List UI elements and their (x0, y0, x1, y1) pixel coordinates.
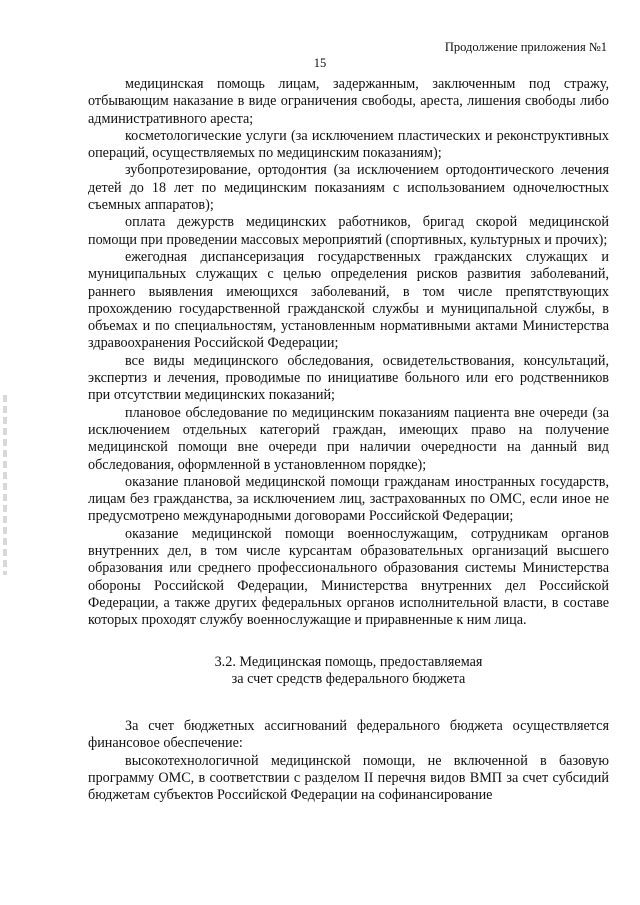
paragraph: оказание плановой медицинской помощи гражданам иностранных государств, лицам без гражданства, за исключением лиц, застрахованных по ОМС, если иное не предусмотрено международными договорами Российской Федерации; (88, 473, 609, 525)
paragraph: высокотехнологичной медицинской помощи, не включенной в базовую программу ОМС, в соответствии с разделом II перечня видов ВМП за счет субсидий бюджетам субъектов Российской Федерации на софинансирование (88, 752, 609, 804)
paragraph: оплата дежурств медицинских работников, бригад скорой медицинской помощи при проведении массовых мероприятий (спортивных, культурных и прочих); (88, 214, 609, 248)
section-heading (88, 654, 609, 689)
paragraph: За счет бюджетных ассигнований федерального бюджета осуществляется финансовое обеспечение: (88, 718, 609, 752)
paragraph: оказание медицинской помощи военнослужащим, сотрудникам органов внутренних дел, в том числе курсантам образовательных организаций высшего образования или среднего профессионального образования системы Министерства обороны Российской Федерации, Министерства внутренних дел Российской Федерации, а также других федеральных органов исполнительной власти, в составе которых проходят службу военнослужащие и приравненные к ним лица. (88, 525, 609, 629)
section-heading-line2: за счет средств федерального бюджета (231, 670, 466, 687)
paragraph: медицинская помощь лицам, задержанным, заключенным под стражу, отбывающим наказание в виде ограничения свободы, ареста, лишения свободы либо административного ареста; (88, 76, 609, 127)
paragraph: все виды медицинского обследования, освидетельствования, консультаций, экспертиз и лечения, проводимые по инициативе больного или его родственников при отсутствии медицинских показаний; (88, 352, 609, 404)
paragraph: косметологические услуги (за исключением пластических и реконструктивных операций, осуществляемых по медицинским показаниям); (88, 127, 609, 162)
paragraph: плановое обследование по медицинским показаниям пациента вне очереди (за исключением отдельных категорий граждан, имеющих право на получение медицинской помощи вне очереди при наличии очередности на данный вид обследования, оформленной в установленном порядке); (88, 404, 609, 473)
annex-label: Продолжение приложения №1 (444, 40, 607, 54)
section-heading-line1: 3.2. Медицинская помощь, предоставляемая (214, 653, 483, 670)
paragraph: зубопротезирование, ортодонтия (за исключением ортодонтического лечения детей до 18 лет по медицинским показаниям с использованием одночелюстных съемных аппаратов); (88, 162, 609, 214)
scan-edge-marks (3, 395, 7, 575)
page-number: 15 (313, 56, 327, 70)
document-body (88, 76, 609, 805)
paragraph: ежегодная диспансеризация государственных гражданских служащих и муниципальных служащих с целью определения рисков развития заболеваний, раннего выявления имеющихся заболеваний, в том числе препятствующих прохождению государственной гражданской службы и муниципальной службы, в объемах и по специальностям, установленным нормативными актами Министерства здравоохранения Российской Федерации; (88, 248, 609, 352)
